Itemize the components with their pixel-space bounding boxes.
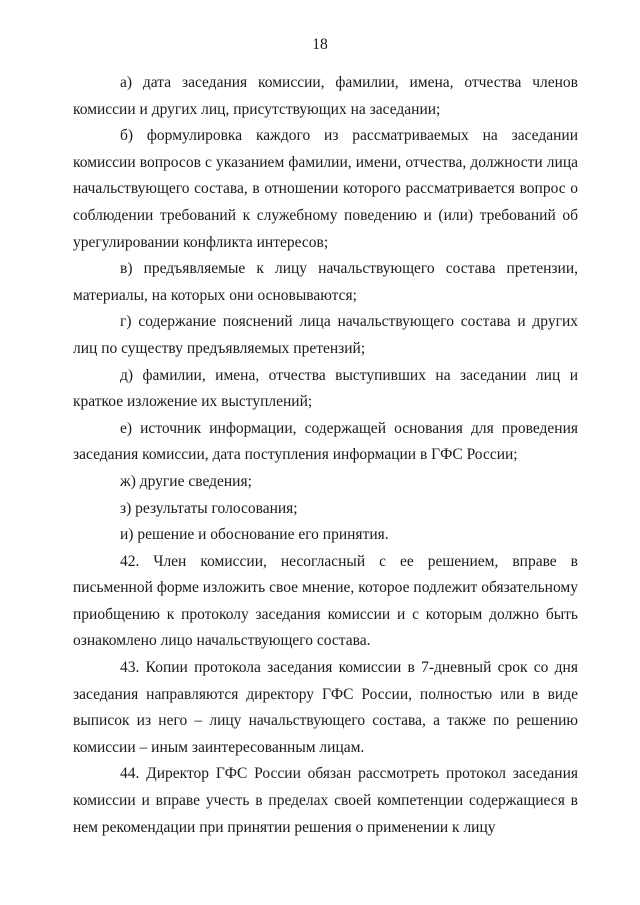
item-g: г) содержание пояснений лица начальствующего состава и других лиц по существу предъявляемых претензий; — [73, 313, 578, 357]
clause-43: 43. Копии протокола заседания комиссии в 7-дневный срок со дня заседания направляются директору ГФС России, полностью или в виде выписок из него – лицу начальствующего состава, а также по решению комиссии – иным заинтересованным лицам. — [73, 659, 578, 756]
document-body — [73, 70, 578, 841]
item-zh: ж) другие сведения; — [120, 472, 252, 490]
item-v: в) предъявляемые к лицу начальствующего состава претензии, материалы, на которых они основываются; — [73, 260, 578, 304]
item-a: а) дата заседания комиссии, фамилии, имена, отчества членов комиссии и других лиц, присутствующих на заседании; — [73, 74, 578, 118]
item-b: б) формулировка каждого из рассматриваемых на заседании комиссии вопросов с указанием фамилии, имени, отчества, должности лица начальствующего состава, в отношении которого рассматривается вопрос о соблюдении требований к служебному поведению и (или) требований об урегулировании конфликта интересов; — [73, 127, 578, 251]
item-e: е) источник информации, содержащей основания для проведения заседания комиссии, дата поступления информации в ГФС России; — [73, 419, 578, 464]
item-i: и) решение и обоснование его принятия. — [120, 526, 389, 544]
item-d: д) фамилии, имена, отчества выступивших на заседании лиц и краткое изложение их выступлений; — [73, 366, 578, 411]
item-z: з) результаты голосования; — [120, 499, 298, 517]
clause-44: 44. Директор ГФС России обязан рассмотреть протокол заседания комиссии и вправе учесть в пределах своей компетенции содержащиеся в нем рекомендации при принятии решения о применении к лицу — [73, 765, 578, 836]
page-number: 18 — [312, 36, 328, 53]
clause-42: 42. Член комиссии, несогласный с ее решением, вправе в письменной форме изложить свое мнение, которое подлежит обязательному приобщению к протоколу заседания комиссии и с которым должно быть ознакомлено лицо начальствующего состава. — [73, 552, 578, 650]
